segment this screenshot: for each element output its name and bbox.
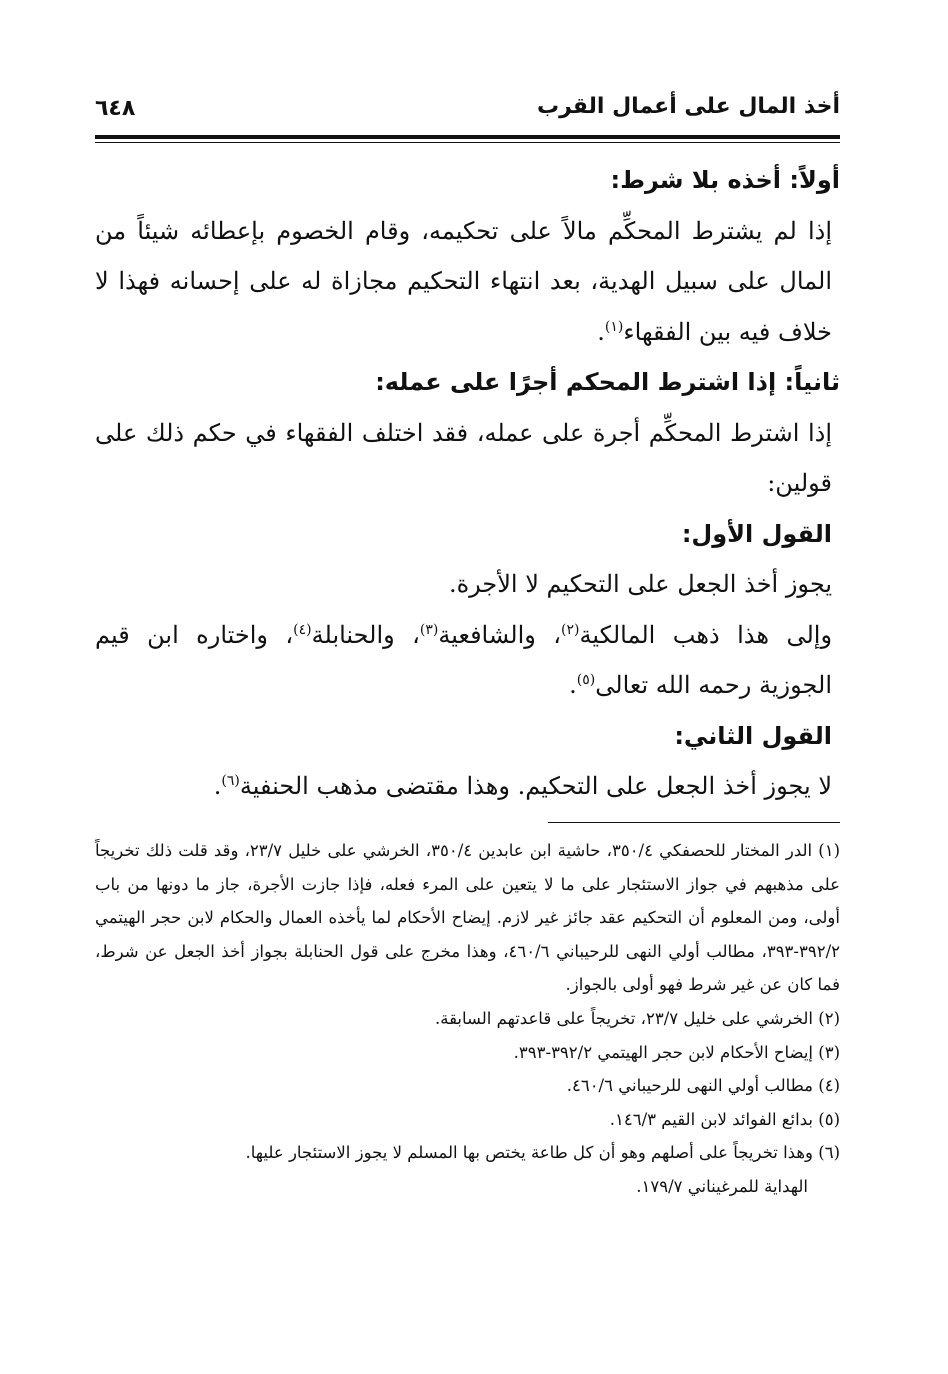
paragraph-first-text: إذا لم يشترط المحكِّم مالاً على تحكيمه، وقام الخصوم بإعطائه شيئاً من المال على سبيل الهدية، بعد انتهاء التحكيم مجازاة له على إحسانه فهذا لا خلاف فيه بين الفقهاء (95, 216, 832, 346)
footnotes (95, 834, 840, 1204)
footnote-5: (٥) بدائع الفوائد لابن القيم ١٤٦/٣. (609, 1109, 840, 1129)
paragraph-second: إذا اشترط المحكِّم أجرة على عمله، فقد اختلف الفقهاء في حكم ذلك على قولين: (95, 418, 832, 497)
paragraph-first (95, 206, 840, 358)
header-rule-thick (95, 135, 840, 139)
opinion-heading-second: القول الثاني: (674, 721, 832, 750)
paragraph-fifth (95, 761, 840, 812)
paragraph-fourth (95, 610, 840, 711)
footnote-2: (٢) الخرشي على خليل ٢٣/٧، تخريجاً على قاعدتهم السابقة. (434, 1008, 840, 1028)
footnote-ref-2: (٢) (561, 621, 580, 638)
paragraph-first-end: . (597, 317, 605, 346)
paragraph-fourth-d: ، واختاره ابن قيم الجوزية رحمه الله تعالى (95, 620, 832, 699)
opinion-heading-first: القول الأول: (681, 519, 832, 548)
footnote-6: (٦) وهذا تخريجاً على أصلهم وهو أن كل طاعة يختص بها المسلم لا يجوز الاستئجار عليها. (245, 1143, 840, 1163)
footnote-6-continued: الهداية للمرغيناني ١٧٩/٧. (636, 1176, 808, 1196)
paragraph-third: يجوز أخذ الجعل على التحكيم لا الأجرة. (448, 570, 832, 598)
paragraph-fifth-end: . (213, 772, 222, 800)
footnote-separator (548, 822, 840, 823)
footnote-ref-1: (١) (604, 318, 624, 335)
paragraph-fourth-c: ، والحنابلة (311, 620, 420, 649)
main-text (95, 155, 840, 812)
section-heading-second: ثانياً: إذا اشترط المحكم أجرًا على عمله: (375, 368, 840, 396)
footnote-ref-3: (٣) (419, 621, 439, 638)
paragraph-fifth-text: لا يجوز أخذ الجعل على التحكيم. وهذا مقتضى مذهب الحنفية (239, 772, 832, 800)
footnote-ref-6: (٦) (221, 773, 240, 789)
header-rule-thin (95, 142, 840, 143)
footnote-ref-4: (٤) (293, 621, 312, 638)
section-heading-first: أولاً: أخذه بلا شرط: (610, 166, 840, 194)
page-number: ٦٤٨ (95, 96, 136, 121)
paragraph-fourth-end: . (569, 671, 577, 699)
footnote-4: (٤) مطالب أولي النهى للرحيباني ٤٦٠/٦. (566, 1076, 840, 1096)
paragraph-fourth-a: وإلى هذا ذهب المالكية (579, 620, 833, 649)
paragraph-fourth-b: ، والشافعية (438, 620, 562, 649)
footnote-ref-5: (٥) (576, 672, 596, 688)
running-title: أخذ المال على أعمال القرب (536, 94, 840, 119)
page-header (95, 92, 840, 132)
footnote-3: (٣) إيضاح الأحكام لابن حجر الهيتمي ٣٩٢/٢-٣٩٣. (513, 1042, 840, 1062)
footnote-1: (١) الدر المختار للحصفكي ٣٥٠/٤، حاشية ابن عابدين ٣٥٠/٤، الخرشي على خليل ٢٣/٧، وقد قلت ذلك تخريجاً على مذهبهم في جواز الاستئجار على ما لا يتعين على المرء فعله، فإذا جازت الأجرة، جاز ما دونها من باب أولى، ومن المعلوم أن التحكيم عقد جائز غير لازم. إيضاح الأحكام لما يأخذه العمال والحكام لابن حجر الهيتمي ٣٩٢/٢-٣٩٣، مطالب أولي النهى للرحيباني ٤٦٠/٦، وهذا مخرج على قول الحنابلة بجواز أخذ الجعل عن شرط، فما كان عن غير شرط فهو أولى بالجواز. (95, 841, 841, 995)
